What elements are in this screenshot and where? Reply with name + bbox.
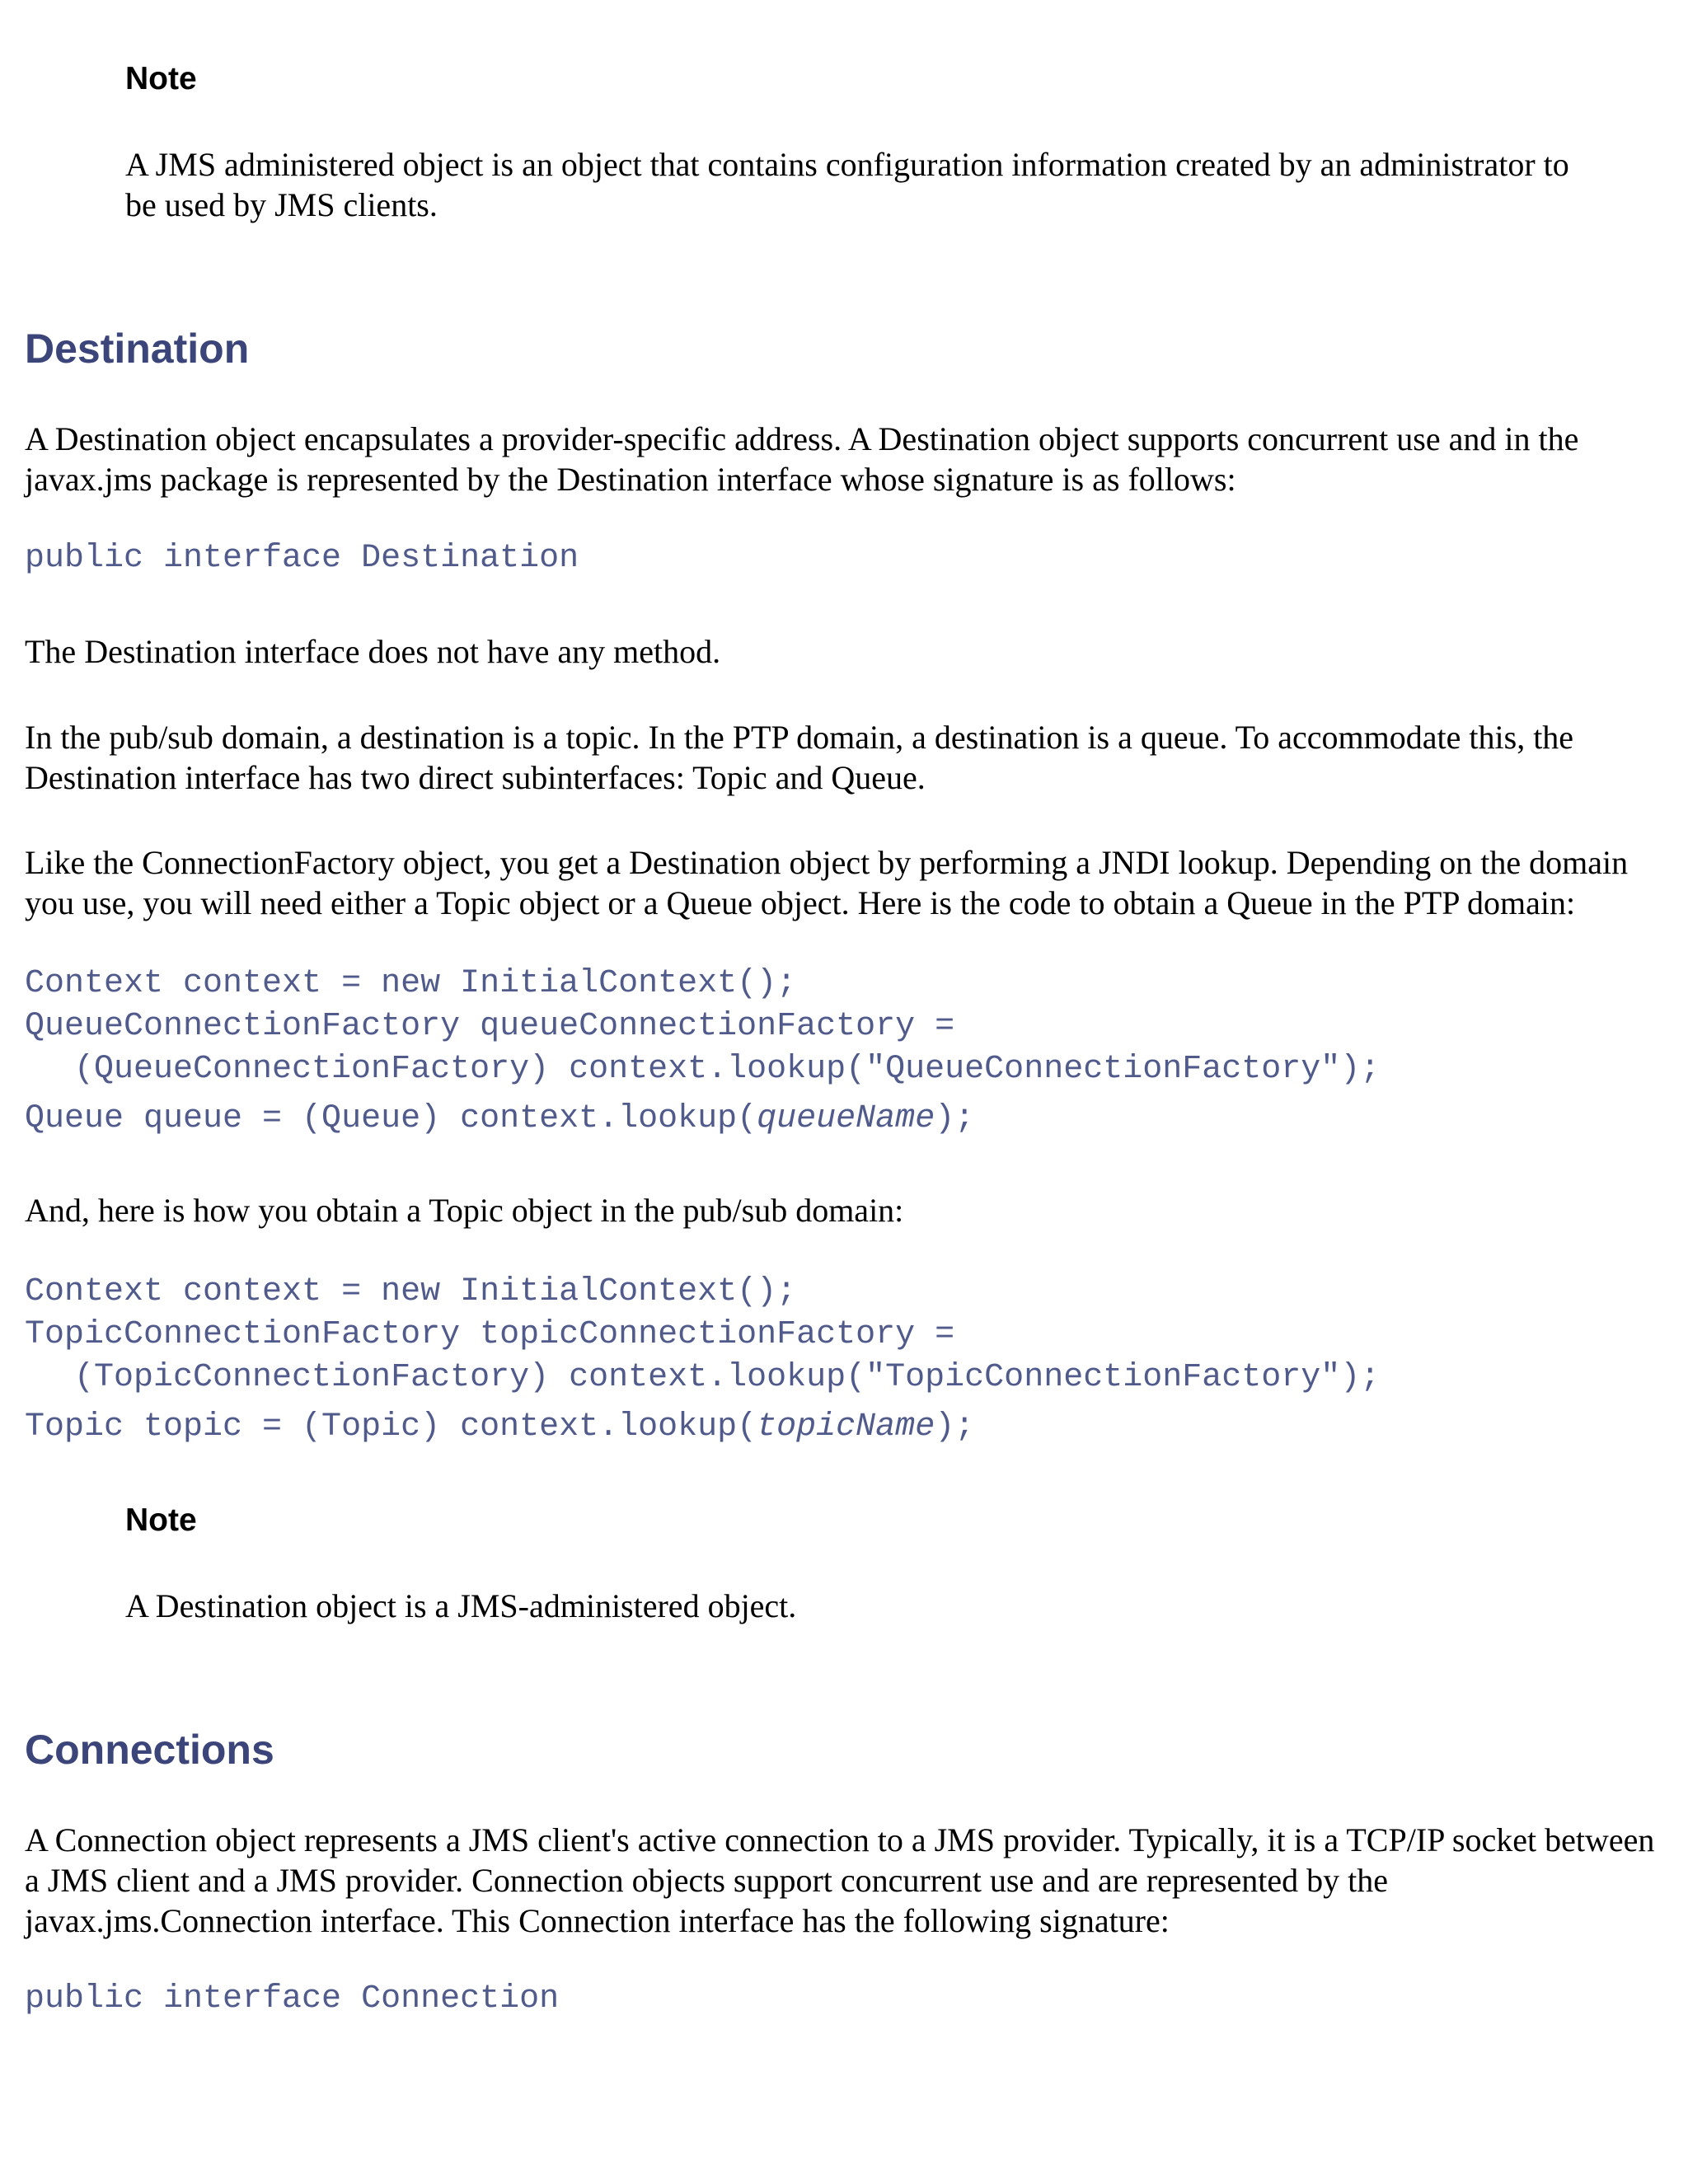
topic-intro-paragraph: And, here is how you obtain a Topic object in the pub/sub domain: xyxy=(25,1192,904,1229)
code-line: Context context = new InitialContext(); xyxy=(25,965,797,1002)
code-text: Queue queue = (Queue) context.lookup( xyxy=(25,1100,757,1137)
code-line: (TopicConnectionFactory) context.lookup("TopicConnectionFactory"); xyxy=(74,1359,1381,1396)
code-text: ); xyxy=(935,1100,975,1137)
destination-signature-code xyxy=(25,537,579,580)
code-line xyxy=(25,1406,1380,1449)
code-line xyxy=(25,1098,1380,1141)
destination-subinterfaces-paragraph: In the pub/sub domain, a destination is a topic. In the PTP domain, a destination is a queue. To accommodate this, the Destination interface has two direct subinterfaces: Topic and Queue. xyxy=(25,719,1574,796)
code-text: Topic topic = (Topic) context.lookup( xyxy=(25,1408,757,1446)
note-body: A Destination object is a JMS-administered object. xyxy=(125,1586,797,1624)
section-heading-destination: Destination xyxy=(25,326,250,372)
code-line: TopicConnectionFactory topicConnectionFactory = xyxy=(25,1316,955,1353)
queue-lookup-code-block xyxy=(25,963,1380,1141)
destination-lookup-paragraph: Like the ConnectionFactory object, you get a Destination object by performing a JNDI lookup. Depending on the domain you use, you will need either a Topic object or a Queue object. Here is the code to obtain a Queue in the PTP domain: xyxy=(25,844,1629,921)
connection-signature-code xyxy=(25,1978,559,2021)
code-line: (QueueConnectionFactory) context.lookup("QueueConnectionFactory"); xyxy=(74,1051,1381,1088)
code-variable: queueName xyxy=(757,1100,935,1137)
code-line: public interface Connection xyxy=(25,1980,560,2018)
code-line: public interface Destination xyxy=(25,540,579,577)
connections-intro-paragraph: A Connection object represents a JMS client's active connection to a JMS provider. Typically, it is a TCP/IP socket between a JMS client and a JMS provider. Connection objects support concurrent use and are represented by the javax.jms.Connection interface. This Connection interface has the following signature: xyxy=(25,1821,1655,1939)
code-text: ); xyxy=(935,1408,975,1446)
destination-intro-paragraph: A Destination object encapsulates a provider-specific address. A Destination object supports concurrent use and in the javax.jms package is represented by the Destination interface whose signature is as follows: xyxy=(25,420,1579,498)
section-heading-connections: Connections xyxy=(25,1727,274,1773)
destination-no-method-paragraph: The Destination interface does not have any method. xyxy=(25,633,721,670)
code-line: QueueConnectionFactory queueConnectionFactory = xyxy=(25,1008,955,1045)
note-box xyxy=(125,60,1576,225)
note-title: Note xyxy=(125,1502,197,1538)
note-box xyxy=(125,1502,1576,1626)
code-variable: topicName xyxy=(757,1408,935,1446)
note-body: A JMS administered object is an object that contains configuration information created by an administrator to be used by JMS clients. xyxy=(125,145,1569,223)
code-line: Context context = new InitialContext(); xyxy=(25,1273,797,1310)
note-title: Note xyxy=(125,61,197,96)
topic-lookup-code-block xyxy=(25,1271,1380,1449)
